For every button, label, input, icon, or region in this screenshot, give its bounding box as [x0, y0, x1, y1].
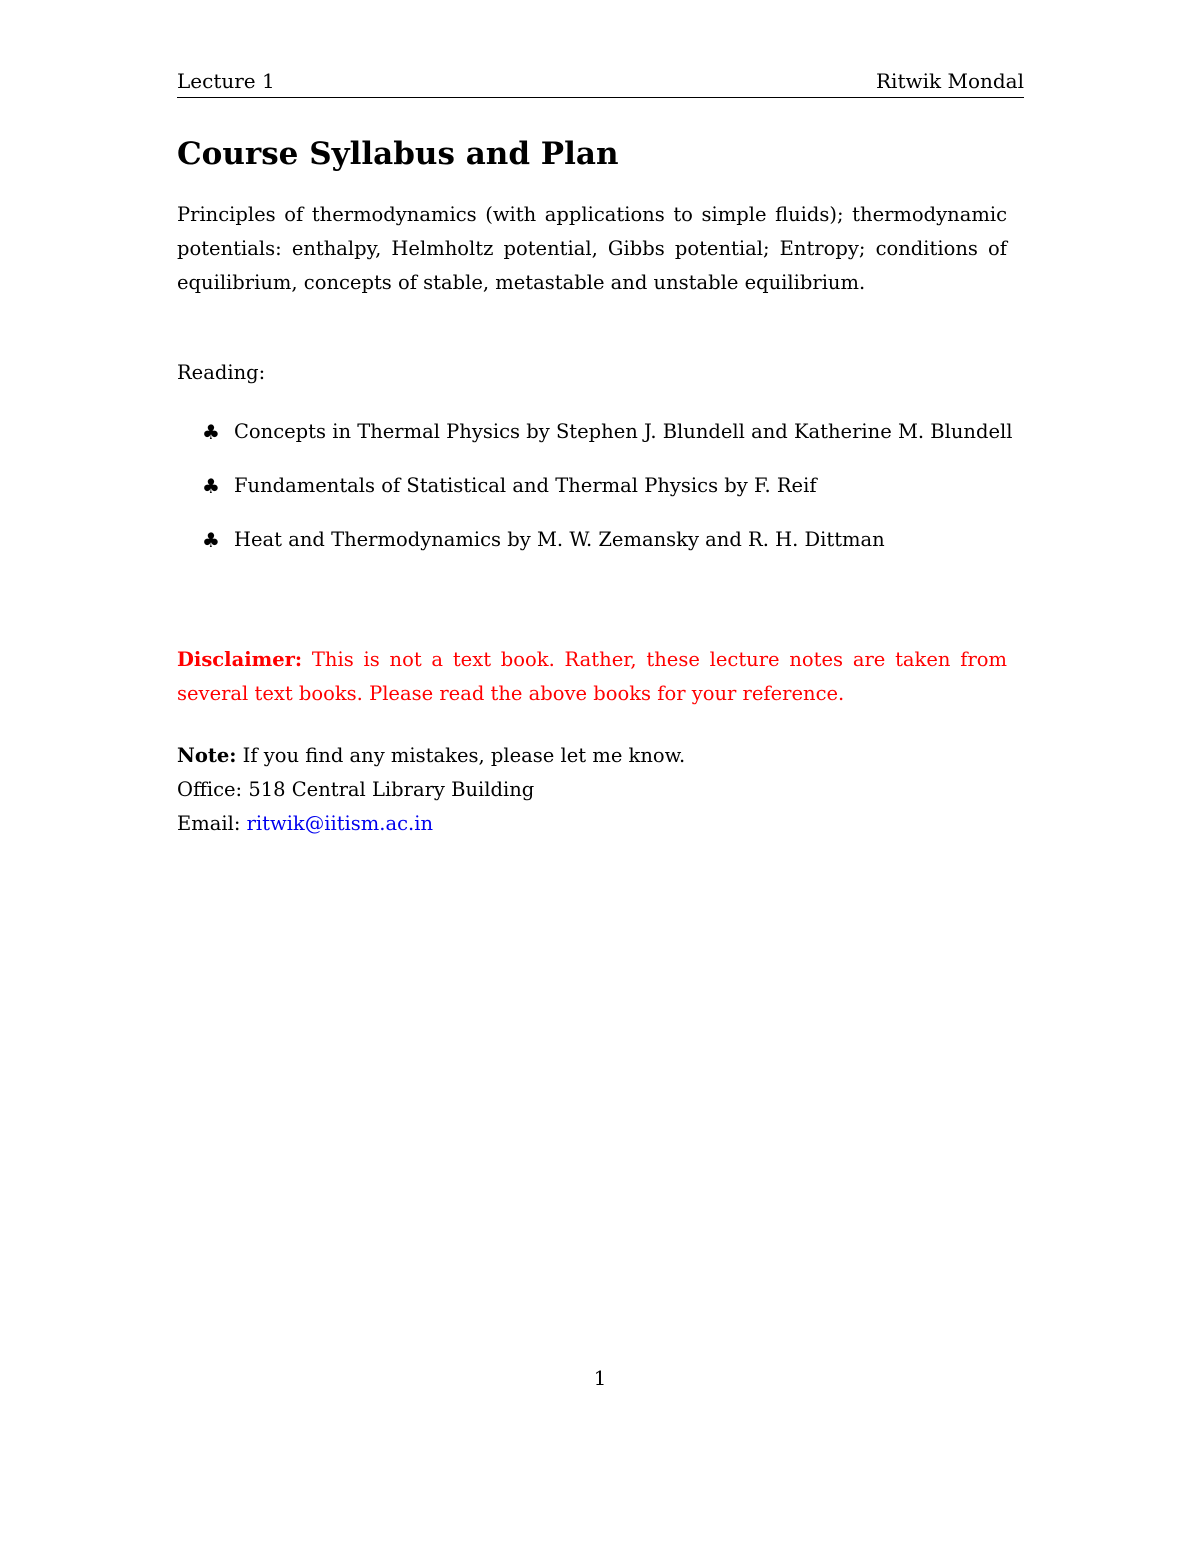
office-label: Office: — [177, 778, 243, 801]
club-suit-icon: ♣ — [202, 528, 220, 552]
reading-item-text: Heat and Thermodynamics by M. W. Zemansky and R. H. Dittman — [234, 528, 885, 551]
reading-list — [177, 415, 1024, 557]
email-line — [177, 807, 685, 841]
club-suit-icon: ♣ — [202, 474, 220, 498]
running-header — [177, 66, 1024, 98]
page-title: Course Syllabus and Plan — [177, 136, 619, 172]
header-lecture: Lecture 1 — [177, 69, 275, 93]
office-value: 518 Central Library Building — [248, 778, 535, 801]
note-label: Note: — [177, 744, 237, 767]
list-item — [177, 469, 1024, 503]
reading-item-text: Concepts in Thermal Physics by Stephen J. Blundell and Katherine M. Blundell — [234, 420, 1013, 443]
list-item — [177, 523, 1024, 557]
reading-item-text: Fundamentals of Statistical and Thermal Physics by F. Reif — [234, 474, 817, 497]
contact-info — [177, 739, 685, 841]
email-label: Email: — [177, 812, 241, 835]
page-number: 1 — [593, 1366, 607, 1390]
email-link[interactable]: ritwik@iitism.ac.in — [246, 812, 434, 835]
reading-heading: Reading: — [177, 361, 266, 384]
disclaimer-paragraph — [177, 643, 1007, 711]
note-text: If you find any mistakes, please let me know. — [242, 744, 686, 767]
note-line — [177, 739, 685, 773]
header-author: Ritwik Mondal — [875, 69, 1024, 93]
disclaimer-text: This is not a text book. Rather, these lecture notes are taken from several text books. Please read the above books for your reference. — [177, 648, 1008, 705]
disclaimer-label: Disclaimer: — [177, 648, 303, 671]
club-suit-icon: ♣ — [202, 420, 220, 444]
syllabus-paragraph: Principles of thermodynamics (with applications to simple fluids); thermodynamic potentials: enthalpy, Helmholtz potential, Gibbs potential; Entropy; conditions of equilibrium, concepts of stable, metastable and unstable equilibrium. — [177, 203, 1007, 294]
office-line — [177, 773, 685, 807]
list-item — [177, 415, 1024, 449]
